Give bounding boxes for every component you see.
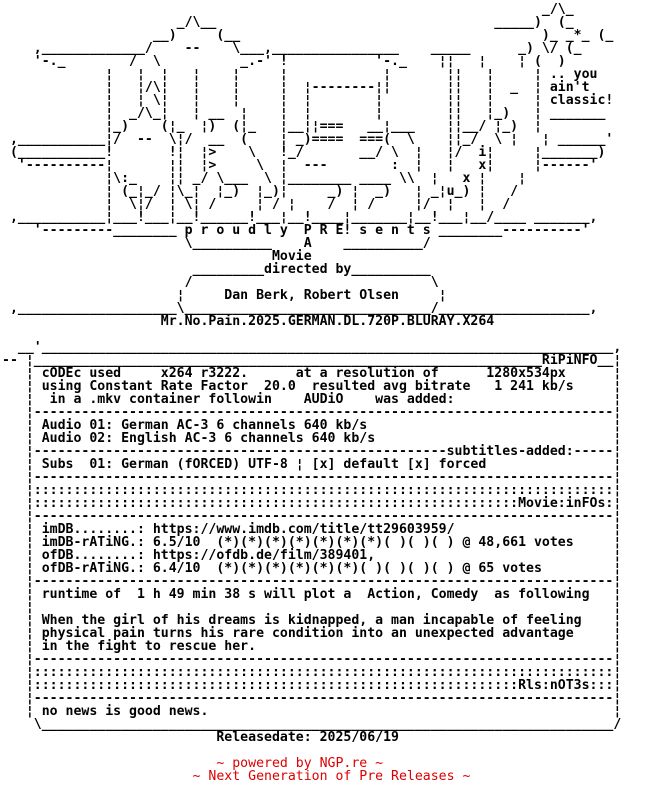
colon-separator: ¦:::::::::::::::::::::::::::::::::::::::::::::::::::::::::::::::::::::::::¦: [2, 483, 622, 498]
release-name-line: Mr.No.Pain.2025.GERMAN.DL.720P.BLURAY.X264: [2, 314, 495, 329]
rls-notes-header-line: ¦:::::::::::::::::::::::::::::::::::::::::::::::::::::::::::::Rls:nOT3s:::¦: [2, 678, 622, 693]
blank-line: [2, 783, 648, 792]
box-separator: ¦-------------------------------------------------------------------------¦: [2, 509, 622, 524]
ascii-logo-line: '-._ / \ _.-' ! '-._ ¦¦ ¦ ¦ ( ): [2, 54, 566, 69]
notes-line: ¦ no news is good news. ¦: [2, 704, 622, 719]
ascii-logo-line: ,___________¦/ -- \¦/ __ ( ¦ _)==== ===( \ ¦¦_/ \ ¦ ¦ ______': [2, 132, 614, 147]
plot-line-3: ¦ in the fight to rescue her. ¦: [2, 639, 622, 654]
ascii-logo-line: ,____________________\_______________________________/___________________,: [2, 301, 598, 316]
ofdb-rating-line: ¦ ofDB-rATiNG.: 6.4/10 (*)(*)(*)(*)(*)(*)( )( )( )( ) @ 65 votes ¦: [2, 561, 622, 576]
ascii-logo-line: ¦\:_ ¦¦ _/ \___ \ ¦________ ____ \\ ¦ x ¦ ¦: [2, 171, 527, 186]
type-line: \__________ A __________/: [2, 236, 431, 251]
ascii-logo-line: __) (__ )_ _*_ (_: [2, 28, 614, 43]
powered-by-line: ~ powered by NGP.re ~: [2, 756, 384, 771]
box-separator: ¦-------------------------------------------------------------------------¦: [2, 405, 622, 420]
audio-01-line: ¦ Audio 01: German AC-3 6 channels 640 kb/s ¦: [2, 418, 622, 433]
ascii-logo-line: ¦ _/\_¦ ¦ __ ¦ ¦ ¦ ¦ ¦¦ ¦_) ¦ _______: [2, 106, 606, 121]
directors-line: ¦ Dan Berk, Robert Olsen ¦: [2, 288, 447, 303]
box-top-border: __'________________________________________________________________________,: [2, 340, 622, 355]
bitrate-line: ¦ using Constant Rate Factor 20.0 resulted avg bitrate 1 241 kb/s ¦: [2, 379, 622, 394]
presents-line: '---------________ p r o u d l y P R E! s e n t s ________----------': [2, 223, 590, 238]
colon-separator: ¦:::::::::::::::::::::::::::::::::::::::::::::::::::::::::::::::::::::::::¦: [2, 665, 622, 680]
ascii-logo-line: (___________! !¦ ¦> \ !_/ __/ \ ¦ ¦/ i¦ ¦_______): [2, 145, 606, 160]
imdb-url-line: ¦ imDB........: https://www.imdb.com/title/tt29603959/ ¦: [2, 522, 622, 537]
ripinfo-header-line: -- ¦________________________________________________________________RiPiNFO__¦: [2, 353, 622, 368]
ascii-logo-line: ,___________¦___!___¦__!______!___¦__!____¦_______¦__!___¦__/____ _______,: [2, 210, 598, 225]
ascii-logo-line: ¦_) (¦_ ¦) (¦_ ¦__¦¦=== __¦___ ¦¦__/ ¦_) ¦: [2, 119, 542, 134]
box-separator: ¦-------------------------------------------------------------------------¦: [2, 652, 622, 667]
directed-by-line: _________directed by__________: [2, 262, 431, 277]
ascii-logo-line: ¦ (_¦_/ ¦\_¦ ¦_) ¦_)¦ _) ¦ _) ¦ _¦u_) ¦ /: [2, 184, 519, 199]
box-bottom-border: \________________________________________________________________________/: [2, 717, 622, 732]
ascii-logo-line: ,_____________/ -- \___,________________ _____ _) \/ (_: [2, 41, 582, 56]
box-separator: ¦-------------------------------------------------------------------------¦: [2, 470, 622, 485]
subtitles-added-separator: ¦----------------------------------------------------subtitles-added:-----¦: [2, 444, 622, 459]
ascii-logo-line: '----------¦ ¦¦ ¦> \ ¦ --- : ¦ ¦ x¦ ¦------': [2, 158, 598, 173]
movie-infos-header-line: ¦:::::::::::::::::::::::::::::::::::::::::::::::::::::::::::::Movie:inFOs:¦: [2, 496, 622, 511]
plot-line-2: ¦ physical pain turns his rare condition into an unexpected advantage ¦: [2, 626, 622, 641]
ascii-logo-line: ¦ ¦ ¦ ¦ ¦ ¦ ¦ ¦¦ ¦ ¦ .. you: [2, 67, 598, 82]
runtime-line: ¦ runtime of 1 h 49 min 38 s will plot a Action, Comedy as following ¦: [2, 587, 622, 602]
release-date-line: Releasedate: 2025/06/19: [2, 730, 399, 745]
ascii-logo-line: ¦ ¦/\¦ ¦ ¦ ¦ ¦--------¦¦ ¦¦ ¦ _ ¦ ain't: [2, 80, 590, 95]
imdb-rating-line: ¦ imDB-rATiNG.: 6.5/10 (*)(*)(*)(*)(*)(*)(*)( )( )( ) @ 48,661 votes ¦: [2, 535, 622, 550]
blank-box-line: ¦ ¦: [2, 600, 622, 615]
ascii-logo-line: / \: [2, 275, 439, 290]
box-separator: ¦-------------------------------------------------------------------------¦: [2, 574, 622, 589]
footer-tagline-line: ~ Next Generation of Pre Releases ~: [2, 769, 471, 784]
plot-line-1: ¦ When the girl of his dreams is kidnapped, a man incapable of feeling ¦: [2, 613, 622, 628]
ofdb-url-line: ¦ ofDB........: https://ofdb.de/film/389401, ¦: [2, 548, 622, 563]
box-separator: ¦-------------------------------------------------------------------------¦: [2, 691, 622, 706]
subs-line: ¦ Subs 01: German (fORCED) UTF-8 ¦ [x] default [x] forced ¦: [2, 457, 622, 472]
ascii-logo-line: _/\__ _____) (_: [2, 15, 574, 30]
ascii-logo-line: _/\_: [2, 2, 574, 17]
ascii-logo-line: ¦ \¦/ ¦ \¦ / ¦ / ¦ / ¦ / ¦/ ¦ ¦ /: [2, 197, 511, 212]
audio-02-line: ¦ Audio 02: English AC-3 6 channels 640 kb/s ¦: [2, 431, 622, 446]
codec-line: ¦ cODEc used x264 r3222. at a resolution of 1280x534px ¦: [2, 366, 622, 381]
type-line: Movie: [2, 249, 312, 264]
ascii-logo-line: ¦ ¦ \¦ ¦ ¦ ¦ ¦ ¦ ¦¦ ¦ ¦ classic!: [2, 93, 614, 108]
container-line: ¦ in a .mkv container followin AUDiO was added: ¦: [2, 392, 622, 407]
